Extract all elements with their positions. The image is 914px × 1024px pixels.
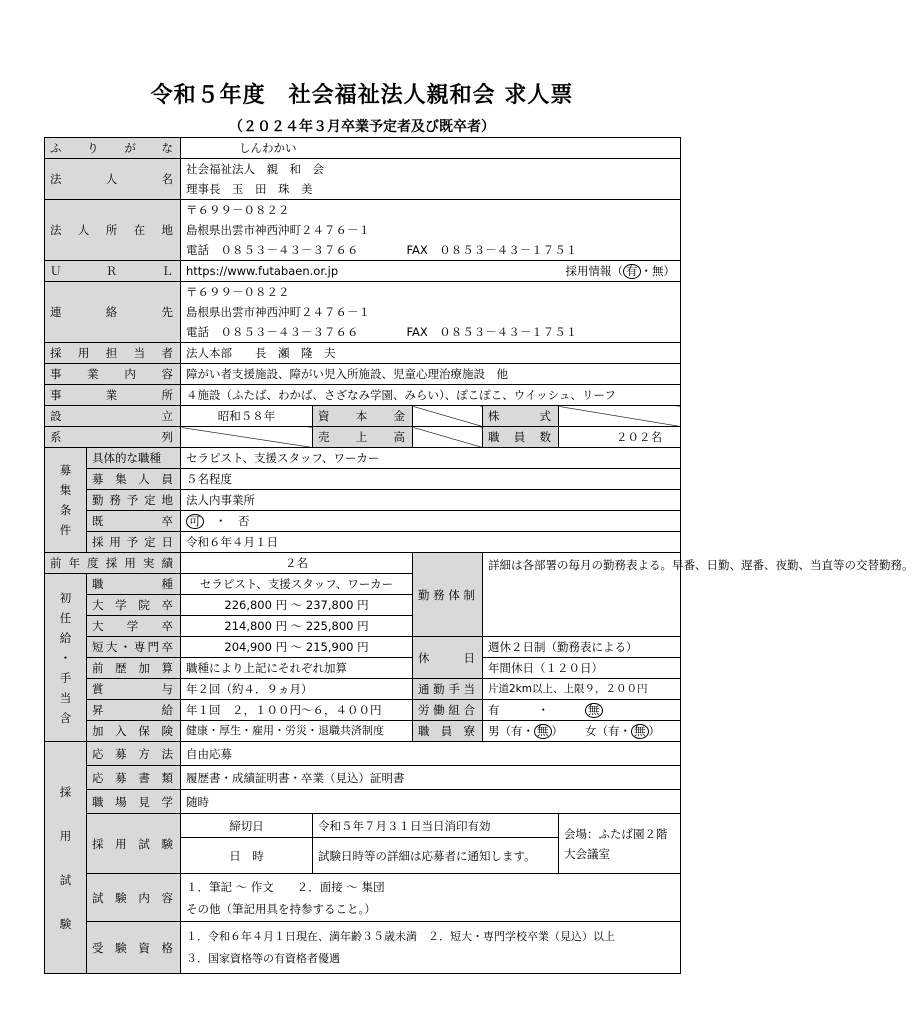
deadline-label: 締切日	[181, 814, 313, 838]
address-tel: 電話 ０８５３－４３－３７６６	[186, 243, 359, 257]
sales-value	[413, 427, 483, 448]
headcount-value: ５名程度	[181, 469, 681, 490]
salary-job-label: 職種	[87, 574, 181, 595]
capital-label: 資本金	[313, 406, 413, 427]
qualification-line1: １．令和６年４月１日現在、満年齢３５歳未満 ２．短大・専門学校卒業（見込）以上	[186, 929, 615, 943]
offices-label: 事業所	[45, 385, 181, 406]
deadline-value: 令和５年７月３１日当日消印有効	[313, 814, 559, 838]
prev-hires-label: 前年度採用実績	[45, 553, 181, 574]
bonus-value: 年２回（約４．９ヵ月）	[181, 679, 413, 700]
junior-college-salary: 204,900 円 ～ 215,900 円	[181, 637, 413, 658]
address-zip: 〒６９９－０８２２	[186, 203, 290, 217]
qualification-value	[181, 922, 681, 974]
job-type-value: セラピスト、支援スタッフ、ワーカー	[181, 448, 681, 469]
sales-label: 売上高	[313, 427, 413, 448]
work-location-label: 勤務予定地	[87, 490, 181, 511]
work-system-label: 勤務体制	[413, 553, 483, 637]
contact-fax: FAX ０８５３－４３－１７５１	[406, 325, 578, 339]
affiliation-value	[181, 427, 313, 448]
start-date-value: 令和６年４月１日	[181, 532, 681, 553]
address-label: 法人所在地	[45, 200, 181, 261]
exam-datetime-label: 日 時	[181, 838, 313, 874]
holiday-line1: 週休２日制（勤務表による）	[483, 637, 681, 658]
commute-value: 片道2km以上、上限９，２００円	[483, 679, 681, 700]
stock-value	[559, 406, 681, 427]
dorm-female-no: 無	[631, 724, 649, 739]
job-posting-table	[44, 137, 914, 974]
salary-job-value: セラピスト、支援スタッフ、ワーカー	[181, 574, 413, 595]
corp-name-line: 社会福祉法人 親 和 会	[186, 162, 324, 176]
exam-datetime-value: 試験日時等の詳細は応募者に通知します。	[313, 838, 559, 874]
address-street: 島根県出雲市神西沖町２４７６－１	[186, 223, 370, 237]
dorm-value: 男（有・ 無 ） 女（有・ 無 ）	[483, 721, 681, 742]
staff-value: 法人本部 長 瀬 隆 夫	[181, 343, 681, 364]
commute-label: 通勤手当	[413, 679, 483, 700]
headcount-label: 募集人員	[87, 469, 181, 490]
univ-label: 大学卒	[87, 616, 181, 637]
address-fax: FAX ０８５３－４３－１７５１	[406, 243, 578, 257]
recruit-conditions-group: 募 集 条 件	[45, 448, 87, 553]
junior-college-label: 短大・専門卒	[87, 637, 181, 658]
affiliation-label: 系列	[45, 427, 181, 448]
corp-name	[181, 159, 681, 200]
furigana-label: ふりがな	[45, 138, 181, 159]
raise-label: 昇給	[87, 700, 181, 721]
raise-value: 年１回 ２，１００円～６，４００円	[181, 700, 413, 721]
url-row	[181, 261, 681, 282]
apply-docs-label: 応募書類	[87, 766, 181, 790]
holiday-line2: 年間休日（１２０日）	[483, 658, 681, 679]
career-bonus-label: 前歴加算	[87, 658, 181, 679]
founded-value: 昭和５８年	[181, 406, 313, 427]
union-label: 労働組合	[413, 700, 483, 721]
apply-method-label: 応募方法	[87, 742, 181, 766]
capital-value	[413, 406, 483, 427]
exam-content-line1: １．筆記 ～ 作文 ２．面接 ～ 集団	[186, 879, 385, 894]
contact-value	[181, 282, 681, 343]
selection-group: 採 用 試 験	[45, 742, 87, 974]
founded-label: 設立	[45, 406, 181, 427]
contact-tel: 電話 ０８５３－４３－３７６６	[186, 325, 359, 339]
contact-street: 島根県出雲市神西沖町２４７６－１	[186, 305, 370, 319]
prev-hires-value: ２名	[181, 553, 413, 574]
job-type-label: 具体的な職種	[87, 448, 181, 469]
exam-label: 採用試験	[87, 814, 181, 874]
dorm-male-no: 無	[534, 724, 552, 739]
start-date-label: 採用予定日	[87, 532, 181, 553]
website-link[interactable]: https://www.futabaen.or.jp	[186, 264, 339, 278]
exam-venue: 会場：ふたば園２階大会議室	[559, 814, 681, 874]
corp-chairman-line: 理事長 玉 田 珠 美	[186, 182, 313, 196]
grad-school-salary: 226,800 円 ～ 237,800 円	[181, 595, 413, 616]
offices-value: ４施設（ふたば、わかば、さざなみ学園、みらい）、ぽこぽこ、ウイッシュ、リーフ	[181, 385, 681, 406]
business-label: 事業内容	[45, 364, 181, 385]
url-label: ＵＲＬ	[45, 261, 181, 282]
work-system-value: 詳細は各部署の毎月の勤務表よる。早番、日勤、遅番、夜勤、当直等の交替勤務。	[483, 553, 681, 637]
salary-group: 初 任 給 ・ 手 当 含	[45, 574, 87, 742]
union-value: 有 ・ 無	[483, 700, 681, 721]
exam-content-value	[181, 874, 681, 922]
qualification-line2: ３．国家資格等の有資格者優遇	[186, 951, 340, 965]
page-subtitle: （２０２４年３月卒業予定者及び既卒者）	[229, 119, 495, 135]
grad-school-label: 大学院卒	[87, 595, 181, 616]
contact-zip: 〒６９９－０８２２	[186, 285, 290, 299]
stock-label: 株式	[483, 406, 559, 427]
graduate-value: 可 ・ 否	[181, 511, 681, 532]
insurance-value: 健康・厚生・雇用・労災・退職共済制度	[181, 721, 413, 742]
exam-content-label: 試験内容	[87, 874, 181, 922]
page-title: 令和５年度 社会福祉法人親和会 求人票	[150, 83, 574, 108]
work-location-value: 法人内事業所	[181, 490, 681, 511]
apply-method-value: 自由応募	[181, 742, 681, 766]
staff-label: 採用担当者	[45, 343, 181, 364]
union-no: 無	[585, 703, 603, 718]
exam-content-line2: その他（筆記用具を持参すること。）	[186, 901, 376, 916]
employees-label: 職員数	[483, 427, 559, 448]
holiday-label: 休日	[413, 637, 483, 679]
apply-docs-value: 履歴書・成績証明書・卒業（見込）証明書	[181, 766, 681, 790]
address-value	[181, 200, 681, 261]
career-bonus-value: 職種により上記にそれぞれ加算	[181, 658, 413, 679]
employees-value: ２０２名	[559, 427, 681, 448]
corp-label: 法人名	[45, 159, 181, 200]
qualification-label: 受験資格	[87, 922, 181, 974]
graduate-label: 既卒	[87, 511, 181, 532]
insurance-label: 加入保険	[87, 721, 181, 742]
furigana-value: しんわかい	[181, 138, 681, 159]
recruit-info: 採用情報（ 有 ・無）	[565, 264, 676, 278]
bonus-label: 賞与	[87, 679, 181, 700]
contact-label: 連絡先	[45, 282, 181, 343]
univ-salary: 214,800 円 ～ 225,800 円	[181, 616, 413, 637]
workplace-visit-label: 職場見学	[87, 790, 181, 814]
business-value: 障がい者支援施設、障がい児入所施設、児童心理治療施設 他	[181, 364, 681, 385]
recruit-info-yes: 有	[623, 264, 641, 279]
dorm-label: 職員寮	[413, 721, 483, 742]
graduate-yes: 可	[186, 514, 204, 529]
workplace-visit-value: 随時	[181, 790, 681, 814]
